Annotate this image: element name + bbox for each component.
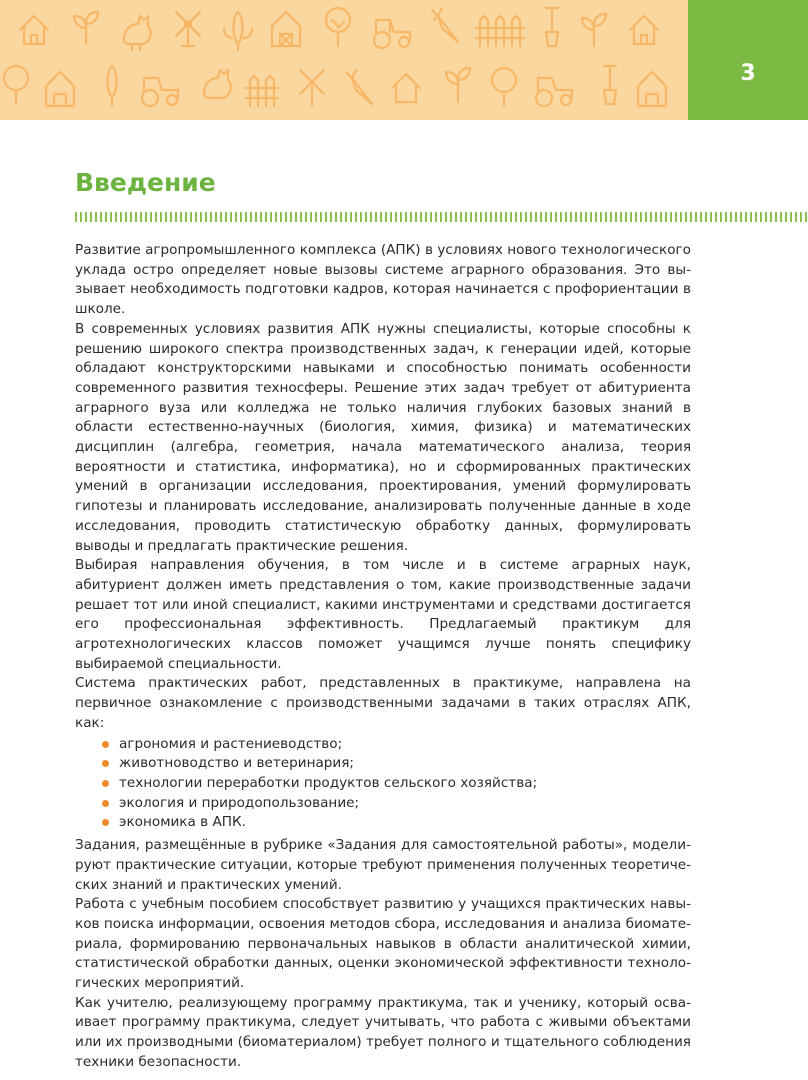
header-pattern-band xyxy=(0,0,688,120)
house-icon xyxy=(20,16,48,44)
bullet-icon xyxy=(102,780,109,787)
paragraph: Работа с учебным пособием способствует развитию у учащихся практических навыков поиска информации, освоения методов сбора, исследования и анализа биоматериала, формированию первоначальных навыков в области аналитической химии, статистической обработки данных, оценки экономической эффективности технологических мероприятий. xyxy=(75,896,691,992)
page-number: 3 xyxy=(740,61,756,86)
agriculture-pattern-icons xyxy=(0,0,688,120)
shovel-icon xyxy=(604,66,616,104)
page-title: Введение xyxy=(75,168,216,197)
corn-icon xyxy=(108,66,117,106)
shovel-icon xyxy=(546,8,558,46)
list-item-text: агрономия и растениеводство; xyxy=(119,735,343,752)
title-divider xyxy=(75,212,808,222)
list-item-text: животноводство и ветеринария; xyxy=(119,755,355,772)
bullet-icon xyxy=(102,819,109,826)
barn-icon xyxy=(272,12,300,46)
tractor-icon xyxy=(142,78,178,106)
barn-icon xyxy=(638,72,666,106)
bullet-icon xyxy=(102,741,109,748)
windmill-icon xyxy=(176,12,200,46)
tree-icon xyxy=(4,66,28,104)
paragraph: Развитие агропромышленного комплекса (АПК) в условиях нового технологического уклада остро определяет новые вызовы системе аграрного образования. Это вызывает необходимость подготовки кадров, которая начинается с профориентации в школе. xyxy=(75,242,691,318)
house-icon xyxy=(392,74,420,102)
carrot-icon xyxy=(346,70,372,104)
sprout-icon xyxy=(582,14,606,46)
windmill-icon xyxy=(300,70,324,106)
bullet-icon xyxy=(102,800,109,807)
sprout-icon xyxy=(74,12,98,44)
rooster-icon xyxy=(204,70,231,98)
paragraph: Система практических работ, представленных в практикуме, направлена на первичное ознакомление с производственными задачами в таких отраслях АПК, как: xyxy=(75,675,691,731)
page-number-tab xyxy=(688,0,808,120)
fence-icon xyxy=(476,16,524,46)
body-text xyxy=(75,241,691,1073)
paragraph: Как учителю, реализующему программу практикума, так и ученику, который осваивает программу практикума, следует учитывать, что работа с живыми объектами или их производными (биоматериалом) требует полного и тщательного соблюдения техники безопасности. xyxy=(75,994,691,1070)
bullet-icon xyxy=(102,760,109,767)
fence-icon xyxy=(246,76,278,106)
paragraph: Задания, размещённые в рубрике «Задания для самостоятельной работы», моделируют практические ситуации, которые требуют применения полученных теоретических знаний и практических умений. xyxy=(75,837,691,893)
tractor-icon xyxy=(536,78,572,106)
carrot-icon xyxy=(432,8,458,42)
agro-branches-list xyxy=(75,735,691,834)
paragraph: В современных условиях развития АПК нужны специалисты, которые способны к решению широкого спектра производственных задач, к генерации идей, которые обладают конструкторскими навыками и способностью понимать особенности современного развития техносферы. Решение этих задач требует от абитуриента аграрного вуза или колледжа не только наличия глубоких базовых знаний в области естественно-научных (биология, химия, физика) и математических дисциплин (алгебра, геометрия, начала математического анализа, теория вероятности и статистика, информатика), но и сформированных практических умений в организации исследования, проектирования, умений формулировать гипотезы и планировать исследование, анализировать полученные данные в ходе исследования, проводить статистическую обработку данных, формулировать выводы и предлагать практические решения. xyxy=(75,320,691,554)
list-item xyxy=(75,813,691,833)
corn-icon xyxy=(224,12,252,50)
list-item xyxy=(75,754,691,774)
sprout-icon xyxy=(446,68,470,102)
tree-icon xyxy=(326,8,350,46)
tree-icon xyxy=(492,68,516,106)
paragraph: Выбирая направления обучения, в том числе и в системе аграрных наук, абитуриент должен иметь представления о том, какие производственные задачи решает тот или иной специалист, какими инструментами и средствами достигается его профессиональная эффективность. Предлагаемый практикум для агротехнологических классов поможет учащимся лучше понять специфику выбираемой специальности. xyxy=(75,557,691,672)
list-item-text: экология и природопользование; xyxy=(119,794,360,811)
list-item xyxy=(75,735,691,755)
house-icon xyxy=(630,16,658,44)
tractor-icon xyxy=(374,20,410,48)
list-item-text: технологии переработки продуктов сельского хозяйства; xyxy=(119,774,538,791)
list-item xyxy=(75,794,691,814)
list-item xyxy=(75,774,691,794)
rooster-icon xyxy=(124,16,151,50)
barn-icon xyxy=(46,72,74,106)
list-item-text: экономика в АПК. xyxy=(119,814,246,831)
